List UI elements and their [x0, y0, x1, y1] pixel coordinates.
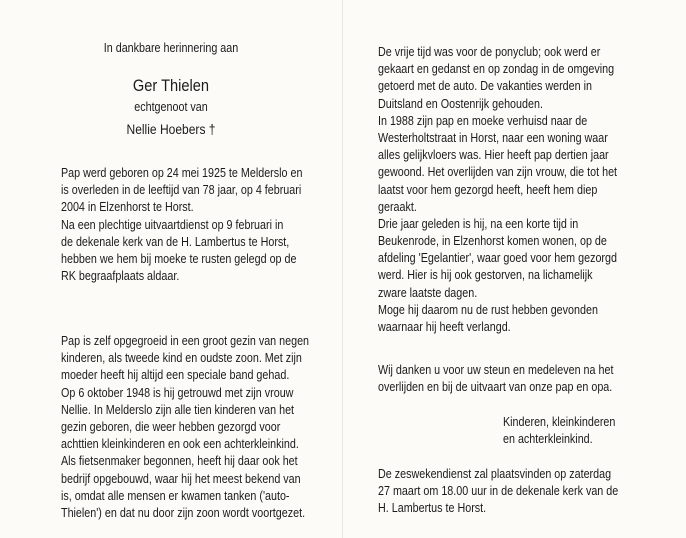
text-line: 2004 in Elzenhorst te Horst.: [61, 200, 194, 215]
text-line: Beukenrode, in Elzenhorst komen wonen, op de: [378, 234, 607, 249]
text-line: Thielen') en dat nu door zijn zoon wordt voortgezet.: [61, 505, 306, 520]
text-line: Drie jaar geleden is hij, na een korte tijd in: [378, 216, 579, 231]
text-line: getoerd met de auto. De vakanties werden in: [378, 79, 592, 94]
text-line: werd. Hier is hij ook gestorven, na lichamelijk: [378, 268, 593, 283]
text-line: hebben we hem bij moeke te rusten gelegd op de: [61, 251, 297, 266]
text-line: is, omdat alle mensen er kwamen tanken ('auto-: [61, 488, 290, 503]
right-page: [343, 0, 686, 538]
text-line: RK begraafplaats aldaar.: [61, 269, 180, 284]
thanks-paragraph: [378, 362, 652, 396]
biography-paragraph-2: [61, 333, 349, 522]
text-line: alles gelijkvloers was. Hier heeft pap dertien jaar: [378, 148, 609, 163]
biography-paragraph-3: [378, 44, 656, 336]
text-line: Pap werd geboren op 24 mei 1925 te Melderslo en: [61, 166, 303, 180]
text-line: Nellie. In Melderslo zijn alle tien kinderen van het: [61, 402, 295, 417]
text-line: Wij danken u voor uw steun en medeleven na het: [378, 363, 614, 377]
text-line: Op 6 oktober 1948 is hij getrouwd met zijn vrouw: [61, 385, 294, 400]
relation-text: echtgenoot van: [134, 100, 208, 114]
text-line: De zeswekendienst zal plaatsvinden op zaterdag: [378, 467, 612, 481]
text-line: achttien kleinkinderen en ook een achterkleinkind.: [61, 437, 299, 452]
text-line: Na een plechtige uitvaartdienst op 9 februari in: [61, 217, 284, 232]
text-line: gewoond. Het overlijden van zijn vrouw, die tot het: [378, 165, 618, 180]
spouse-name: Nellie Hoebers †: [126, 121, 216, 137]
mass-announcement: [378, 466, 657, 518]
text-line: afdeling 'Egelantier', waar goed voor hem gezorgd: [378, 251, 617, 266]
text-line: gekaart en gedanst en op zondag in de omgeving: [378, 62, 615, 77]
text-line: is overleden in de leeftijd van 78 jaar, op 4 februari: [61, 183, 302, 198]
text-line: zware laatste dagen.: [378, 285, 478, 300]
biography-paragraph-1: [61, 165, 342, 285]
text-line: Als fietsenmaker begonnen, heeft hij daar ook het: [61, 454, 298, 469]
text-line: Moge hij daarom nu de rust hebben gevonden: [378, 302, 598, 317]
text-line: waarnaar hij heeft verlangd.: [378, 320, 511, 334]
text-line: overlijden en bij de uitvaart van onze pap en opa.: [378, 380, 613, 395]
text-line: laatst voor hem gezorgd heeft, heeft hem diep: [378, 182, 598, 197]
intro-text: In dankbare herinnering aan: [103, 41, 239, 55]
deceased-name: Ger Thielen: [132, 76, 210, 95]
text-line: Duitsland en Oostenrijk gehouden.: [378, 96, 543, 111]
text-line: In 1988 zijn pap en moeke verhuisd naar de: [378, 113, 588, 128]
text-line: Westerholtstraat in Horst, naar een woning waar: [378, 130, 608, 145]
left-page: [0, 0, 342, 538]
text-line: bedrijf opgebouwd, waar hij het meest bekend van: [61, 471, 301, 486]
text-line: De vrije tijd was voor de ponyclub; ook werd er: [378, 45, 601, 59]
text-line: moeder heeft hij altijd een speciale band gehad.: [61, 368, 290, 383]
text-line: kinderen, als tweede kind en oudste zoon. Met zijn: [61, 351, 302, 366]
text-line: 27 maart om 18.00 uur in de dekenale kerk van de: [378, 484, 619, 499]
text-line: gezin geboren, die weer hebben gezorgd voor: [61, 419, 281, 434]
text-line: Kinderen, kleinkinderen: [503, 415, 616, 429]
text-line: Pap is zelf opgegroeid in een groot gezin van negen: [61, 334, 310, 348]
text-line: de dekenale kerk van de H. Lambertus te Horst,: [61, 234, 290, 249]
signature-block: [503, 414, 634, 448]
text-line: H. Lambertus te Horst.: [378, 501, 487, 516]
text-line: en achterkleinkind.: [503, 432, 593, 447]
text-line: geraakt.: [378, 199, 417, 214]
